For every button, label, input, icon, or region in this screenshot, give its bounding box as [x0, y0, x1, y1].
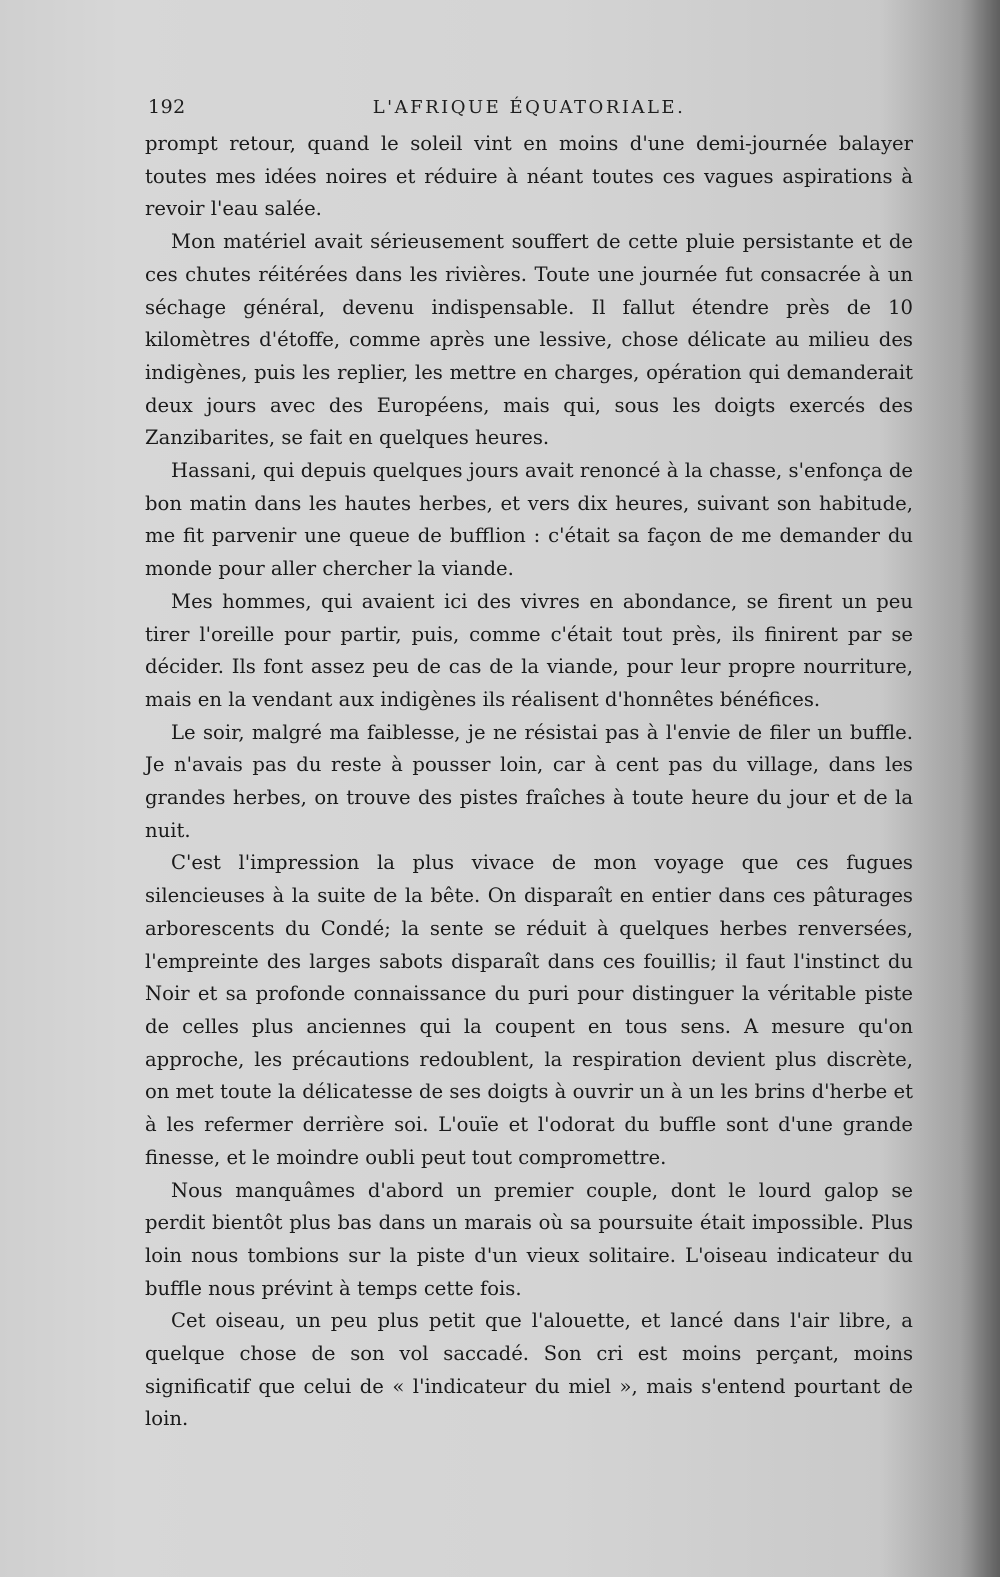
paragraph: Nous manquâmes d'abord un premier couple, dont le lourd galop se perdit bientôt plus bas dans un marais où sa poursuite était impossible. Plus loin nous tombions sur la piste d'un vieux solitaire. L'oiseau indicateur du buffle nous prévint à temps cette fois. [145, 1178, 913, 1300]
paragraph: Mes hommes, qui avaient ici des vivres en abondance, se firent un peu tirer l'oreille pour partir, puis, comme c'était tout près, ils finirent par se décider. Ils font assez peu de cas de la viande, pour leur propre nourriture, mais en la vendant aux indigènes ils réalisent d'honnêtes bénéfices. [145, 589, 913, 711]
body-text [145, 128, 913, 1436]
paragraph: C'est l'impression la plus vivace de mon voyage que ces fugues silencieuses à la suite de la bête. On disparaît en entier dans ces pâturages arborescents du Condé; la sente se réduit à quelques herbes renversées, l'empreinte des larges sabots disparaît dans ces fouillis; il faut l'instinct du Noir et sa profonde connaissance du puri pour distinguer la véritable piste de celles plus anciennes qui la coupent en tous sens. A mesure qu'on approche, les précautions redoublent, la respiration devient plus discrète, on met toute la délicatesse de ses doigts à ouvrir un à un les brins d'herbe et à les refermer derrière soi. L'ouïe et l'odorat du buffle sont d'une grande finesse, et le moindre oubli peut tout compromettre. [145, 851, 913, 1169]
running-head [148, 96, 910, 124]
running-title: L'AFRIQUE ÉQUATORIALE. [372, 97, 686, 118]
page-number: 192 [148, 96, 186, 118]
paragraph: Mon matériel avait sérieusement souffert de cette pluie persistante et de ces chutes réitérées dans les rivières. Toute une journée fut consacrée à un séchage général, devenu indispensable. Il fallut étendre près de 10 kilomètres d'étoffe, comme après une lessive, chose délicate au milieu des indigènes, puis les replier, les mettre en charges, opération qui demanderait deux jours avec des Européens, mais qui, sous les doigts exercés des Zanzibarites, se fait en quelques heures. [145, 230, 913, 450]
paragraph: Le soir, malgré ma faiblesse, je ne résistai pas à l'envie de filer un buffle. Je n'avais pas du reste à pousser loin, car à cent pas du village, dans les grandes herbes, on trouve des pistes fraîches à toute heure du jour et de la nuit. [145, 720, 913, 842]
paragraph: Cet oiseau, un peu plus petit que l'alouette, et lancé dans l'air libre, a quelque chose de son vol saccadé. Son cri est moins perçant, moins significatif que celui de « l'indicateur du miel », mais s'entend pourtant de loin. [145, 1309, 913, 1431]
paragraph: Hassani, qui depuis quelques jours avait renoncé à la chasse, s'enfonça de bon matin dans les hautes herbes, et vers dix heures, suivant son habitude, me fit parvenir une queue de bufflion : c'était sa façon de me demander du monde pour aller chercher la viande. [145, 459, 913, 581]
paragraph: prompt retour, quand le soleil vint en moins d'une demi-journée balayer toutes mes idées noires et réduire à néant toutes ces vagues aspirations à revoir l'eau salée. [145, 132, 913, 221]
